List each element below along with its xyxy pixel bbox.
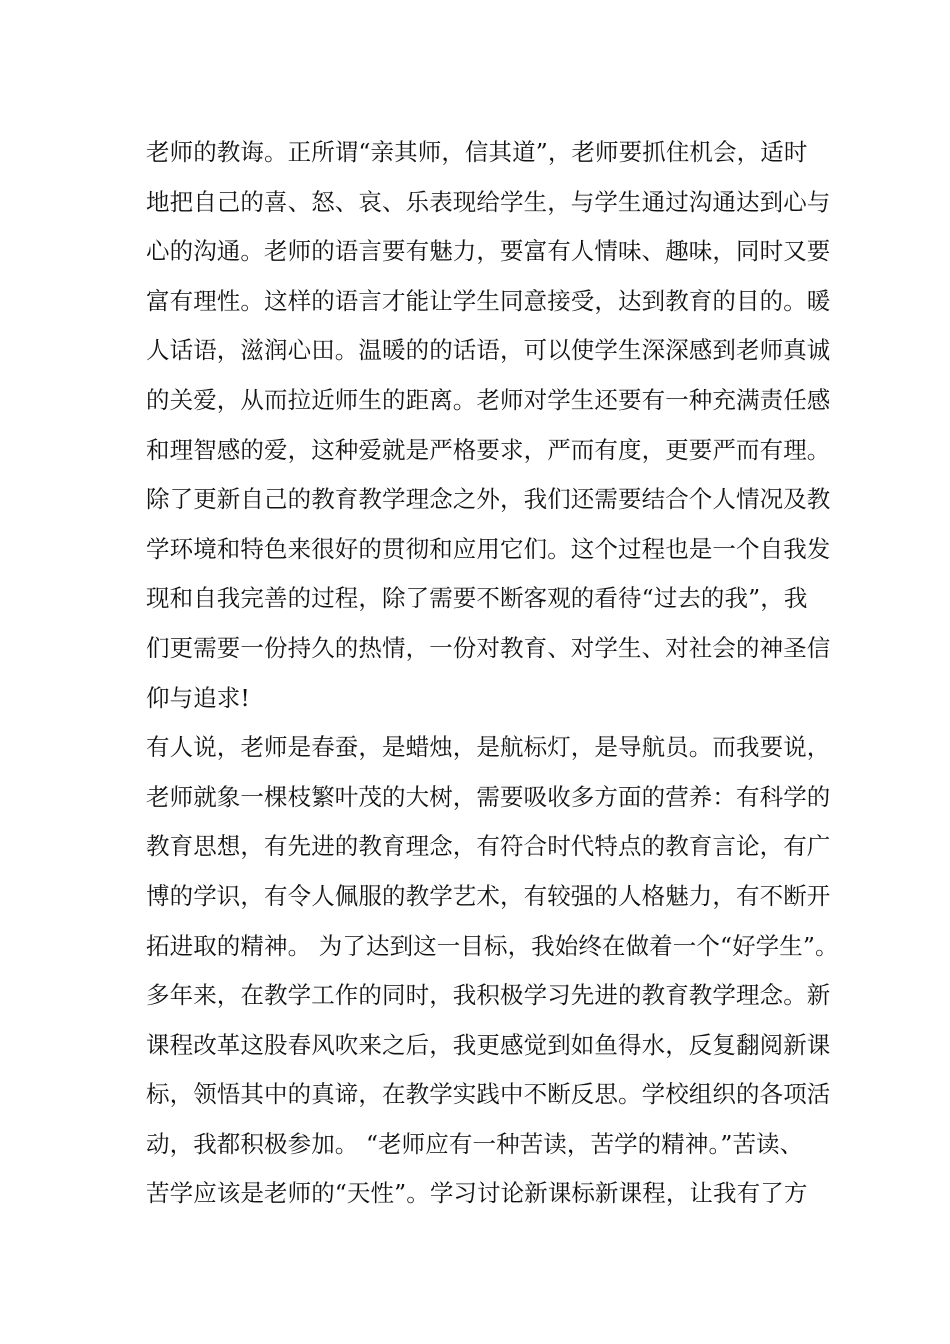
text-line: 老师的教诲。正所谓“亲其师，信其道”，老师要抓住机会，适时 (146, 138, 808, 166)
text-line: 们更需要一份持久的热情，一份对教育、对学生、对社会的神圣信 (146, 633, 831, 662)
text-line: 心的沟通。老师的语言要有魅力，要富有人情味、趣味，同时又要 (146, 237, 831, 266)
text-line: 和理智感的爱，这种爱就是严格要求，严而有度，更要严而有理。 (146, 435, 831, 464)
text-line: 除了更新自己的教育教学理念之外，我们还需要结合个人情况及教 (146, 485, 831, 514)
text-line: 富有理性。这样的语言才能让学生同意接受，达到教育的目的。暖 (146, 286, 831, 315)
text-line: 课程改革这股春风吹来之后，我更感觉到如鱼得水，反复翻阅新课 (146, 1030, 831, 1059)
text-line: 老师就象一棵枝繁叶茂的大树，需要吸收多方面的营养：有科学的 (146, 782, 831, 811)
text-line: 仰与追求! (146, 683, 250, 712)
text-line: 动，我都积极参加。 “老师应有一种苦读，苦学的精神。”苦读、 (146, 1129, 804, 1158)
text-line: 苦学应该是老师的“天性”。学习讨论新课标新课程，让我有了方 (146, 1179, 808, 1208)
text-line: 拓进取的精神。 为了达到这一目标，我始终在做着一个“好学生”。 (146, 931, 839, 960)
text-line: 的关爱，从而拉近师生的距离。老师对学生还要有一种充满责任感 (146, 385, 831, 414)
text-line: 教育思想，有先进的教育理念，有符合时代特点的教育言论，有广 (146, 832, 831, 861)
text-line: 多年来，在教学工作的同时，我积极学习先进的教育教学理念。新 (146, 981, 831, 1010)
text-line: 学环境和特色来很好的贯彻和应用它们。这个过程也是一个自我发 (146, 534, 831, 563)
text-line: 有人说，老师是春蚕，是蜡烛，是航标灯，是导航员。而我要说， (146, 733, 831, 762)
text-line: 现和自我完善的过程，除了需要不断客观的看待“过去的我”，我 (146, 584, 808, 613)
body-text (146, 128, 946, 1219)
text-line: 人话语，滋润心田。温暖的的话语，可以使学生深深感到老师真诚 (146, 336, 831, 365)
text-line: 博的学识，有令人佩服的教学艺术，有较强的人格魅力，有不断开 (146, 881, 831, 910)
text-line: 标，领悟其中的真谛，在教学实践中不断反思。学校组织的各项活 (146, 1080, 831, 1109)
text-line: 地把自己的喜、怒、哀、乐表现给学生，与学生通过沟通达到心与 (146, 187, 831, 216)
